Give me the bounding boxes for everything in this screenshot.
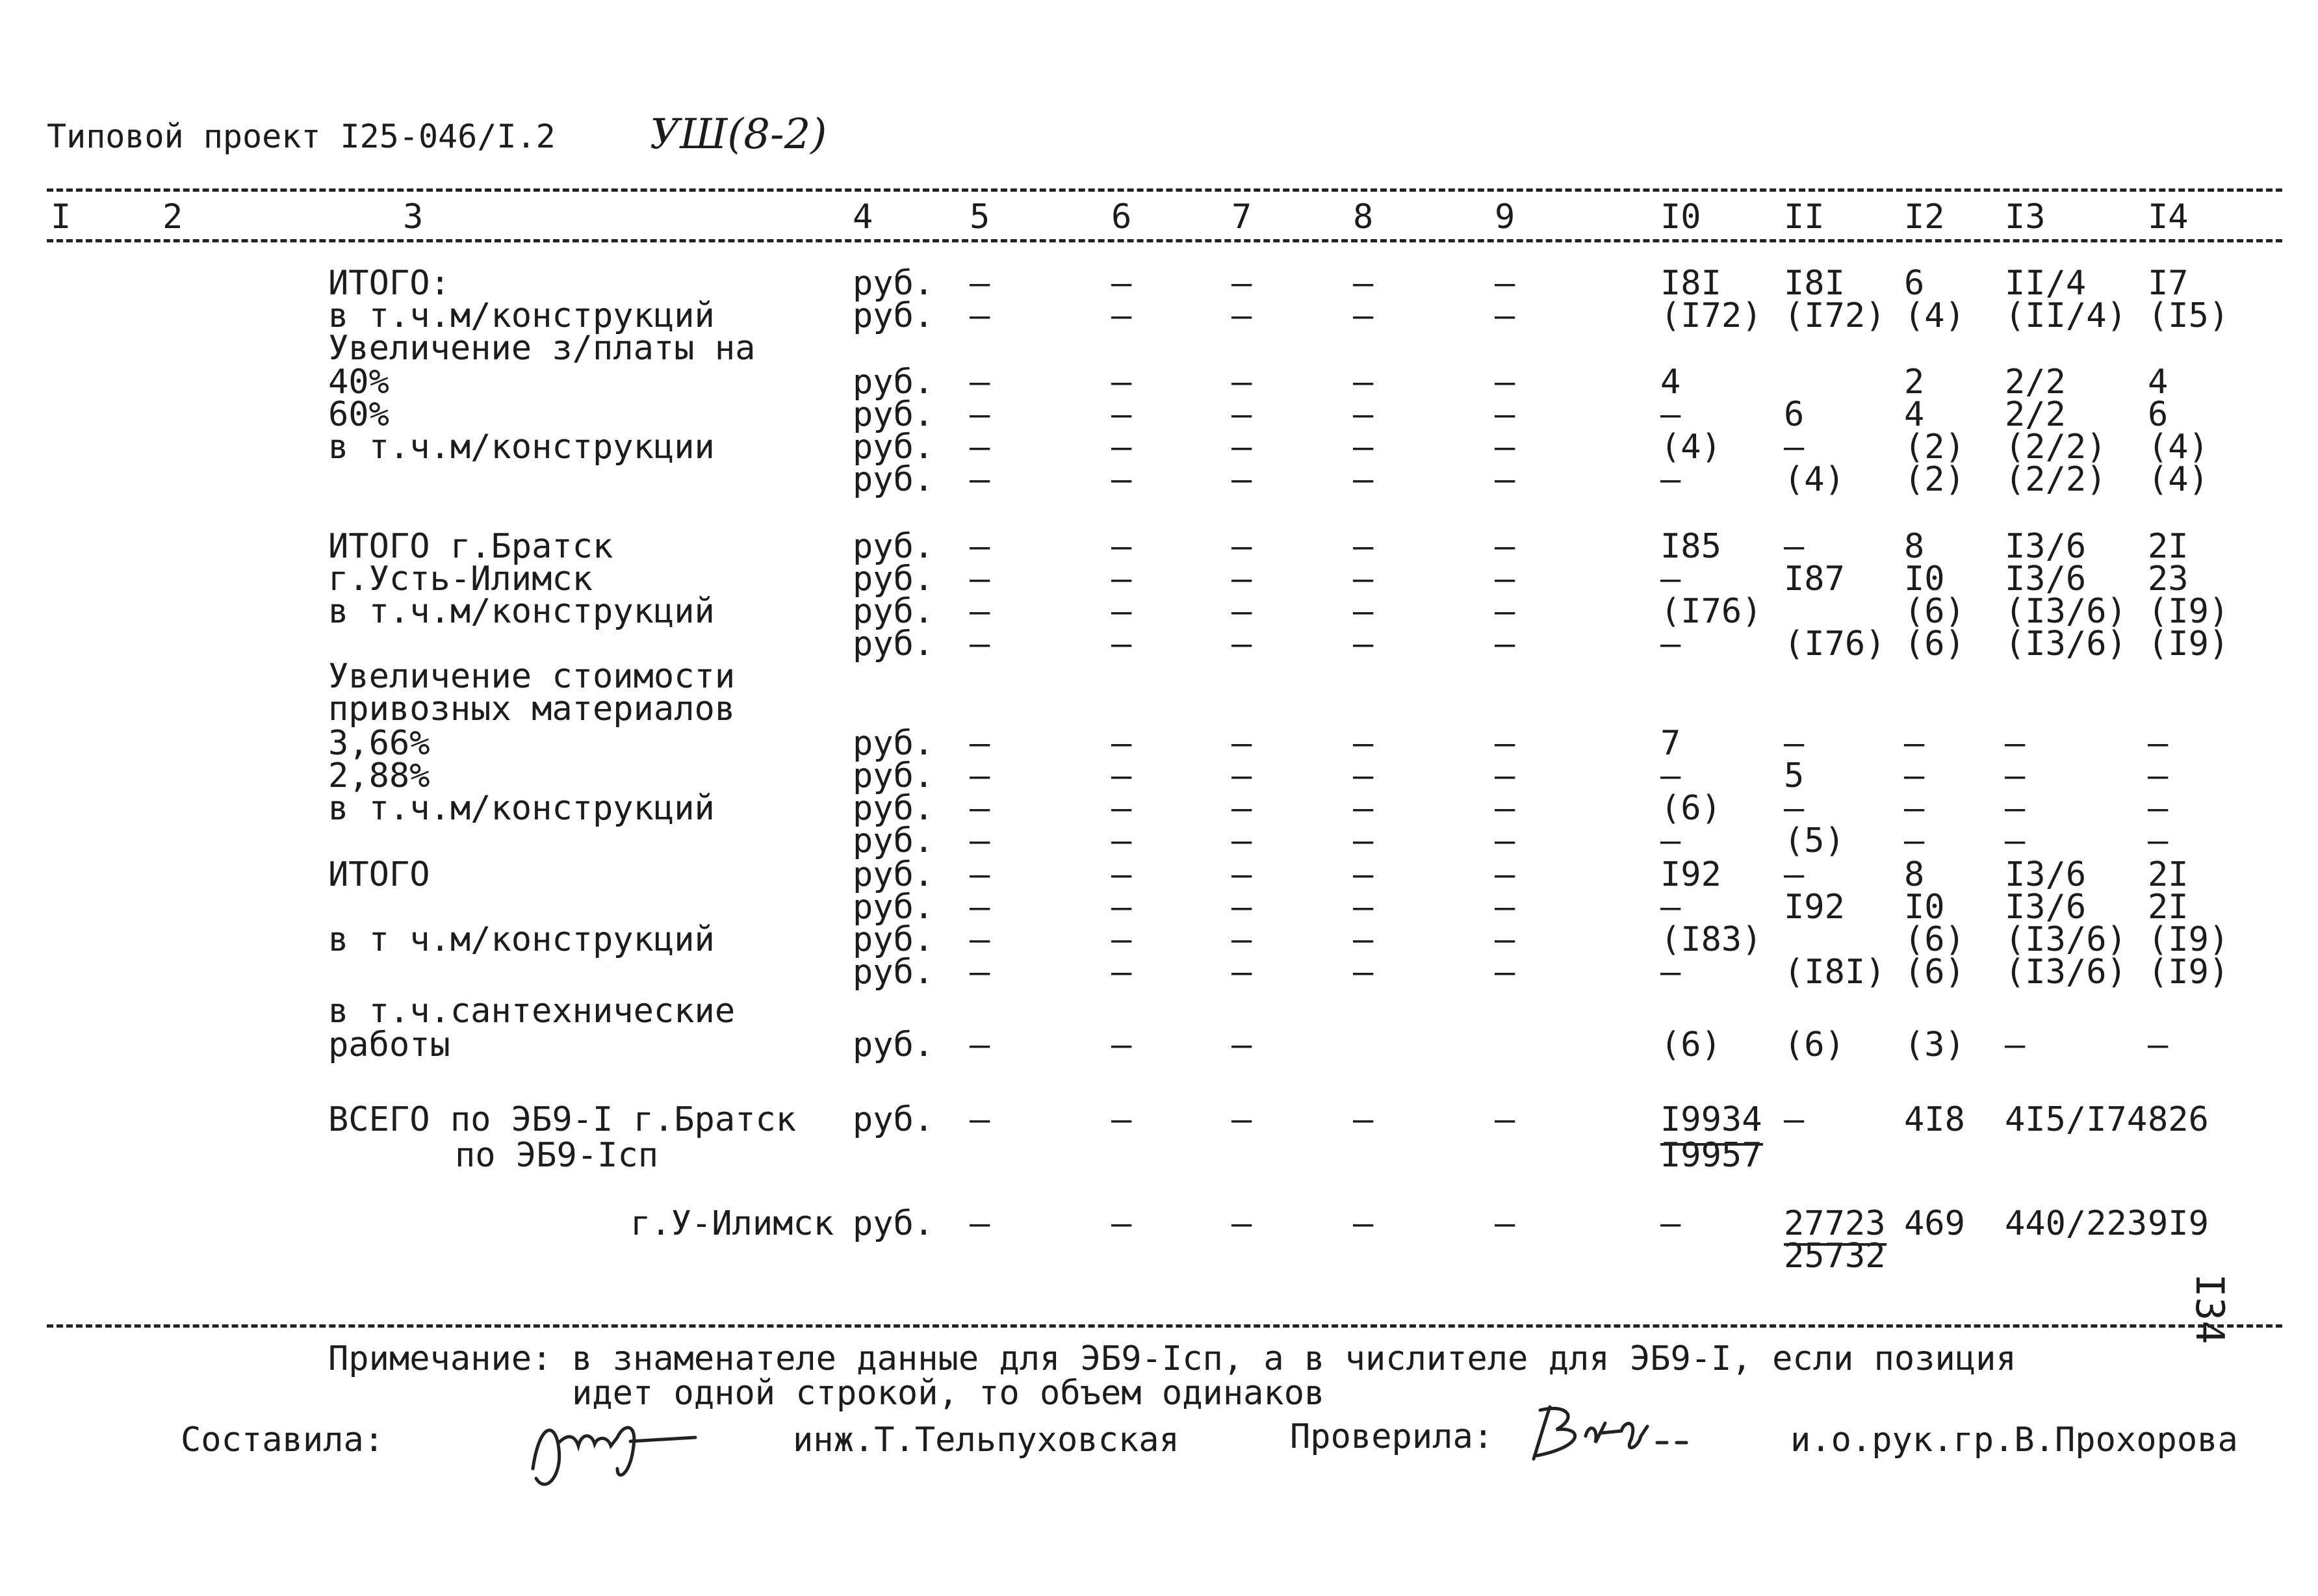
value-cell: –: [970, 460, 990, 499]
value-cell: –: [1904, 756, 1925, 795]
row-label: по ЭБ9-Iсп: [455, 1136, 659, 1175]
row-label: г.У-Илимск: [630, 1204, 834, 1243]
value-cell: –: [1495, 460, 1515, 499]
unit-cell: руб.: [853, 821, 934, 860]
value-cell: –: [1231, 624, 1252, 663]
compiled-by: инж.Т.Тельпуховская: [793, 1421, 1179, 1460]
value-cell: 4: [2148, 363, 2169, 402]
value-cell: (II/4): [2005, 296, 2127, 335]
value-cell: –: [970, 624, 990, 663]
value-cell: –: [1495, 624, 1515, 663]
unit-cell: руб.: [853, 592, 934, 631]
value-cell: –: [1111, 264, 1132, 303]
unit-cell: руб.: [853, 527, 934, 566]
value-cell: I3/6: [2005, 560, 2087, 598]
value-cell: –: [1353, 264, 1374, 303]
unit-cell: руб.: [853, 724, 934, 763]
value-cell: –: [1353, 296, 1374, 335]
value-cell: –: [970, 395, 990, 434]
value-cell: –: [1353, 592, 1374, 631]
value-cell: –: [1495, 363, 1515, 402]
value-cell: –: [970, 821, 990, 860]
value-cell: (6): [1660, 789, 1721, 828]
column-header: 7: [1231, 198, 1252, 237]
value-cell: 6: [1784, 395, 1805, 434]
value-cell: (2): [1904, 460, 1965, 499]
value-cell: (4): [2148, 428, 2209, 467]
value-cell: I7: [2148, 264, 2189, 303]
value-cell: 8: [1904, 855, 1925, 894]
row-label: в т.ч.м/конструкций: [328, 592, 715, 631]
value-cell: –: [1111, 724, 1132, 763]
value-cell: (2): [1904, 428, 1965, 467]
value-cell: –: [1111, 560, 1132, 598]
signature-checker: [1527, 1397, 1709, 1469]
value-cell: –: [1660, 756, 1681, 795]
row-label: в т.ч.м/конструкций: [328, 789, 715, 828]
value-cell: –: [2005, 724, 2026, 763]
value-cell: –: [1231, 592, 1252, 631]
value-cell: (2/2): [2005, 460, 2107, 499]
value-cell: –: [1353, 395, 1374, 434]
unit-cell: руб.: [853, 855, 934, 894]
row-label: 40%: [328, 363, 389, 402]
value-cell: –: [1495, 428, 1515, 467]
value-cell: 7: [1660, 724, 1681, 763]
value-cell: –: [1784, 428, 1805, 467]
value-cell: –: [1231, 264, 1252, 303]
value-cell: II/4: [2005, 264, 2087, 303]
value-cell: (I8I): [1784, 953, 1886, 992]
value-cell: –: [1353, 560, 1374, 598]
value-cell: –: [2148, 789, 2169, 828]
value-cell: –: [1231, 920, 1252, 959]
value-cell: –: [1231, 953, 1252, 992]
value-cell: –: [1495, 296, 1515, 335]
value-cell: –: [1353, 789, 1374, 828]
value-cell: –: [1904, 789, 1925, 828]
value-cell: I3/6: [2005, 855, 2087, 894]
value-cell: –: [970, 756, 990, 795]
value-cell: –: [1353, 821, 1374, 860]
value-cell: –: [970, 724, 990, 763]
value-cell: 23: [2148, 560, 2189, 598]
value-cell: 9I9: [2148, 1204, 2209, 1243]
value-cell: –: [1111, 527, 1132, 566]
value-cell: –: [1660, 821, 1681, 860]
value-cell: –: [970, 1204, 990, 1243]
value-cell: –: [970, 560, 990, 598]
value-cell: –: [970, 888, 990, 927]
value-cell: –: [1111, 363, 1132, 402]
column-header: I2: [1904, 198, 1945, 237]
value-cell: I92: [1660, 855, 1721, 894]
unit-cell: руб.: [853, 363, 934, 402]
value-cell: I0: [1904, 560, 1945, 598]
value-cell: –: [2005, 1025, 2026, 1064]
value-cell: (I3/6): [2005, 592, 2127, 631]
value-cell: I9934: [1660, 1100, 1762, 1139]
unit-cell: руб.: [853, 1025, 934, 1064]
value-cell: –: [1111, 460, 1132, 499]
header-underline: [47, 239, 2282, 242]
value-cell: (4): [1904, 296, 1965, 335]
value-cell: –: [1231, 395, 1252, 434]
value-cell: 25732: [1784, 1237, 1886, 1276]
value-cell: –: [2005, 821, 2026, 860]
value-cell: –: [2148, 1025, 2169, 1064]
row-label: в т ч.м/конструкций: [328, 920, 715, 959]
value-cell: –: [970, 920, 990, 959]
value-cell: –: [1111, 953, 1132, 992]
value-cell: –: [1231, 460, 1252, 499]
value-cell: 2I: [2148, 888, 2189, 927]
value-cell: 469: [1904, 1204, 1965, 1243]
value-cell: 8: [1904, 527, 1925, 566]
row-label: работы: [328, 1025, 450, 1064]
value-cell: –: [1111, 296, 1132, 335]
value-cell: –: [970, 428, 990, 467]
column-header: 3: [403, 198, 424, 237]
value-cell: –: [1111, 1204, 1132, 1243]
value-cell: (4): [2148, 460, 2209, 499]
value-cell: –: [1660, 560, 1681, 598]
value-cell: (I72): [1660, 296, 1762, 335]
value-cell: –: [1660, 624, 1681, 663]
value-cell: –: [2148, 724, 2169, 763]
unit-cell: руб.: [853, 953, 934, 992]
row-label: 2,88%: [328, 756, 430, 795]
row-label: ВСЕГО по ЭБ9-I г.Братск: [328, 1100, 797, 1139]
row-label: ИТОГО г.Братск: [328, 527, 613, 566]
column-header: II: [1784, 198, 1825, 237]
value-cell: (4): [1660, 428, 1721, 467]
value-cell: –: [1353, 888, 1374, 927]
value-cell: 4: [1904, 395, 1925, 434]
unit-cell: руб.: [853, 789, 934, 828]
column-header: I4: [2148, 198, 2189, 237]
value-cell: 826: [2148, 1100, 2209, 1139]
unit-cell: руб.: [853, 460, 934, 499]
column-header: 6: [1111, 198, 1132, 237]
value-cell: –: [2005, 789, 2026, 828]
value-cell: I3/6: [2005, 888, 2087, 927]
value-cell: –: [970, 789, 990, 828]
row-label: в т.ч.м/конструкции: [328, 428, 715, 467]
project-title: Типовой проект I25-046/I.2: [47, 118, 556, 155]
value-cell: –: [1353, 527, 1374, 566]
value-cell: –: [1495, 821, 1515, 860]
compiled-label: Составила:: [181, 1421, 385, 1460]
column-header: 2: [162, 198, 183, 237]
value-cell: –: [1353, 953, 1374, 992]
value-cell: (I9): [2148, 592, 2230, 631]
value-cell: –: [970, 953, 990, 992]
value-cell: –: [1495, 724, 1515, 763]
value-cell: –: [1784, 855, 1805, 894]
bottom-rule: [47, 1324, 2282, 1328]
value-cell: I87: [1784, 560, 1845, 598]
value-cell: –: [1495, 1100, 1515, 1139]
value-cell: –: [1353, 855, 1374, 894]
value-cell: –: [1784, 789, 1805, 828]
column-header: I: [51, 198, 71, 237]
value-cell: –: [1231, 1100, 1252, 1139]
value-cell: –: [1495, 920, 1515, 959]
value-cell: –: [1495, 953, 1515, 992]
value-cell: –: [1111, 624, 1132, 663]
fraction-bar-col10: [1660, 1143, 1763, 1146]
checked-by: и.о.рук.гр.В.Прохорова: [1790, 1421, 2238, 1460]
top-rule: [47, 188, 2282, 192]
value-cell: I8I: [1784, 264, 1845, 303]
value-cell: –: [2005, 756, 2026, 795]
value-cell: –: [1111, 756, 1132, 795]
row-label: ИТОГО:: [328, 264, 450, 303]
value-cell: I0: [1904, 888, 1945, 927]
value-cell: –: [1353, 428, 1374, 467]
value-cell: –: [1231, 724, 1252, 763]
unit-cell: руб.: [853, 624, 934, 663]
unit-cell: руб.: [853, 428, 934, 467]
value-cell: (2/2): [2005, 428, 2107, 467]
value-cell: –: [1495, 756, 1515, 795]
row-label: ИТОГО: [328, 855, 430, 894]
value-cell: I9957: [1660, 1136, 1762, 1175]
value-cell: (6): [1904, 953, 1965, 992]
value-cell: (5): [1784, 821, 1845, 860]
value-cell: –: [1111, 888, 1132, 927]
value-cell: –: [1231, 789, 1252, 828]
row-label: в т.ч.сантехнические: [328, 992, 736, 1031]
value-cell: –: [1231, 560, 1252, 598]
album-code: УШ(8-2): [650, 110, 827, 159]
value-cell: –: [1111, 592, 1132, 631]
value-cell: –: [2148, 756, 2169, 795]
value-cell: –: [1495, 888, 1515, 927]
value-cell: 2I: [2148, 527, 2189, 566]
value-cell: –: [1231, 1025, 1252, 1064]
value-cell: I3/6: [2005, 527, 2087, 566]
value-cell: –: [1660, 953, 1681, 992]
value-cell: 6: [2148, 395, 2169, 434]
signature-compiler: [520, 1397, 715, 1495]
value-cell: –: [970, 592, 990, 631]
value-cell: –: [1231, 428, 1252, 467]
value-cell: –: [970, 296, 990, 335]
value-cell: –: [970, 855, 990, 894]
unit-cell: руб.: [853, 756, 934, 795]
value-cell: –: [1231, 527, 1252, 566]
column-header: 8: [1353, 198, 1374, 237]
value-cell: –: [1231, 855, 1252, 894]
note-line-2: идет одной строкой, то объем одинаков: [572, 1374, 1325, 1413]
value-cell: –: [1353, 1204, 1374, 1243]
value-cell: –: [1784, 527, 1805, 566]
row-label: Увеличение стоимости: [328, 657, 736, 696]
unit-cell: руб.: [853, 1100, 934, 1139]
row-label: привозных материалов: [328, 689, 736, 728]
row-label: в т.ч.м/конструкций: [328, 296, 715, 335]
value-cell: 2/2: [2005, 395, 2066, 434]
unit-cell: руб.: [853, 560, 934, 598]
column-header: 4: [853, 198, 873, 237]
value-cell: –: [1231, 1204, 1252, 1243]
value-cell: (I9): [2148, 920, 2230, 959]
value-cell: I92: [1784, 888, 1845, 927]
value-cell: –: [1495, 264, 1515, 303]
value-cell: 2/2: [2005, 363, 2066, 402]
value-cell: (6): [1784, 1025, 1845, 1064]
value-cell: –: [1231, 756, 1252, 795]
row-label: 3,66%: [328, 724, 430, 763]
fraction-bar-col11: [1784, 1243, 1887, 1246]
value-cell: –: [1495, 395, 1515, 434]
value-cell: –: [1111, 428, 1132, 467]
value-cell: –: [1660, 888, 1681, 927]
value-cell: (I76): [1784, 624, 1886, 663]
value-cell: (I83): [1660, 920, 1762, 959]
value-cell: (6): [1904, 592, 1965, 631]
value-cell: –: [1111, 1025, 1132, 1064]
value-cell: (I9): [2148, 624, 2230, 663]
value-cell: 4I8: [1904, 1100, 1965, 1139]
value-cell: (6): [1904, 920, 1965, 959]
value-cell: –: [1111, 1100, 1132, 1139]
row-label: г.Усть-Илимск: [328, 560, 593, 598]
row-label: Увеличение з/платы на: [328, 329, 756, 368]
value-cell: 440/223: [2005, 1204, 2148, 1243]
unit-cell: руб.: [853, 296, 934, 335]
value-cell: –: [1353, 724, 1374, 763]
checked-label: Проверила:: [1290, 1417, 1494, 1456]
value-cell: –: [1904, 724, 1925, 763]
value-cell: 4: [1660, 363, 1681, 402]
value-cell: (I76): [1660, 592, 1762, 631]
note-line-1: в знаменателе данные для ЭБ9-Iсп, а в числителе для ЭБ9-I, если позиция: [572, 1339, 2016, 1378]
value-cell: (I72): [1784, 296, 1886, 335]
column-header: I0: [1660, 198, 1701, 237]
value-cell: –: [1111, 789, 1132, 828]
value-cell: –: [1231, 821, 1252, 860]
value-cell: –: [970, 527, 990, 566]
value-cell: –: [1660, 1204, 1681, 1243]
sheet-number: I34: [2187, 1274, 2232, 1345]
value-cell: –: [1353, 1100, 1374, 1139]
value-cell: –: [1784, 1100, 1805, 1139]
value-cell: 4I5/I74: [2005, 1100, 2148, 1139]
value-cell: I8I: [1660, 264, 1721, 303]
row-label: 60%: [328, 395, 389, 434]
value-cell: (4): [1784, 460, 1845, 499]
value-cell: –: [970, 363, 990, 402]
value-cell: –: [1231, 296, 1252, 335]
value-cell: I85: [1660, 527, 1721, 566]
value-cell: (I3/6): [2005, 953, 2127, 992]
value-cell: 27723: [1784, 1204, 1886, 1243]
value-cell: 5: [1784, 756, 1805, 795]
value-cell: –: [1495, 789, 1515, 828]
unit-cell: руб.: [853, 1204, 934, 1243]
value-cell: –: [1904, 821, 1925, 860]
column-header: 9: [1495, 198, 1515, 237]
column-header: I3: [2005, 198, 2046, 237]
value-cell: –: [1784, 724, 1805, 763]
value-cell: (I9): [2148, 953, 2230, 992]
value-cell: –: [1495, 855, 1515, 894]
value-cell: –: [1495, 1204, 1515, 1243]
value-cell: –: [2148, 821, 2169, 860]
value-cell: –: [1353, 624, 1374, 663]
value-cell: –: [970, 264, 990, 303]
value-cell: –: [1111, 920, 1132, 959]
value-cell: (3): [1904, 1025, 1965, 1064]
value-cell: –: [1111, 821, 1132, 860]
value-cell: (6): [1660, 1025, 1721, 1064]
value-cell: –: [1495, 560, 1515, 598]
value-cell: 2: [1904, 363, 1925, 402]
value-cell: –: [1231, 888, 1252, 927]
value-cell: 2I: [2148, 855, 2189, 894]
value-cell: –: [1353, 920, 1374, 959]
value-cell: –: [1660, 395, 1681, 434]
value-cell: –: [1231, 363, 1252, 402]
value-cell: –: [1353, 363, 1374, 402]
value-cell: –: [1353, 756, 1374, 795]
value-cell: –: [1660, 460, 1681, 499]
value-cell: (6): [1904, 624, 1965, 663]
value-cell: –: [970, 1100, 990, 1139]
value-cell: –: [1111, 855, 1132, 894]
unit-cell: руб.: [853, 888, 934, 927]
unit-cell: руб.: [853, 920, 934, 959]
value-cell: (I3/6): [2005, 624, 2127, 663]
note-label: Примечание:: [328, 1339, 552, 1378]
value-cell: –: [1495, 527, 1515, 566]
value-cell: –: [1111, 395, 1132, 434]
value-cell: –: [970, 1025, 990, 1064]
value-cell: (I3/6): [2005, 920, 2127, 959]
value-cell: (I5): [2148, 296, 2230, 335]
unit-cell: руб.: [853, 264, 934, 303]
value-cell: –: [1495, 592, 1515, 631]
value-cell: 6: [1904, 264, 1925, 303]
unit-cell: руб.: [853, 395, 934, 434]
column-header: 5: [970, 198, 990, 237]
value-cell: –: [1353, 460, 1374, 499]
